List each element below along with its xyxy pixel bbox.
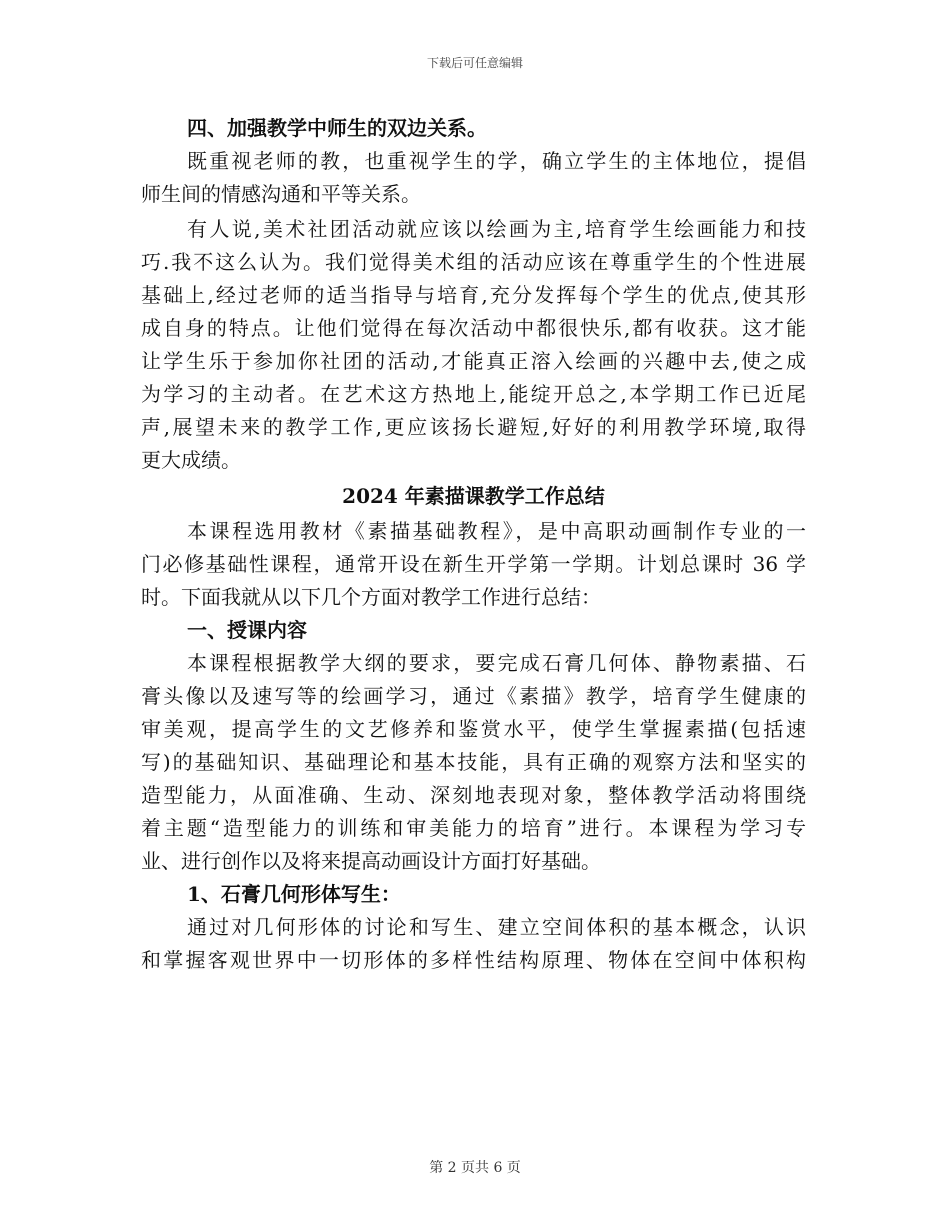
- paragraph-line: 声,展望未来的教学工作,更应该扬长避短,好好的利用教学环境,取得: [141, 415, 806, 439]
- page-header: 下载后可任意编辑: [426, 56, 523, 70]
- paragraph-line: 成自身的特点。让他们觉得在每次活动中都很快乐,都有收获。这才能: [141, 316, 806, 340]
- paragraph-line: 写)的基础知识、基础理论和基本技能，具有正确的观察方法和坚实的: [141, 750, 806, 774]
- paragraph-line: 本课程根据教学大纲的要求，要完成石膏几何体、静物素描、石: [187, 651, 806, 675]
- paragraph-line: 膏头像以及速写等的绘画学习，通过《素描》教学，培育学生健康的: [141, 684, 806, 708]
- paragraph-line: 和掌握客观世界中一切形体的多样性结构原理、物体在空间中体积构: [141, 948, 806, 972]
- paragraph-line: 造型能力，从面准确、生动、深刻地表现对象，整体教学活动将围绕: [141, 783, 806, 807]
- paragraph-line: 基础上,经过老师的适当指导与培育,充分发挥每个学生的优点,使其形: [141, 283, 806, 307]
- paragraph-line: 有人说,美术社团活动就应该以绘画为主,培育学生绘画能力和技: [187, 217, 806, 241]
- section-heading: 一、授课内容: [187, 618, 307, 642]
- page-footer: 第 2 页共 6 页: [429, 1160, 521, 1176]
- document-body: [141, 112, 806, 977]
- paragraph-line: 门必修基础性课程，通常开设在新生开学第一学期。计划总课时 36 学: [141, 552, 806, 576]
- section-heading: 四、加强教学中师生的双边关系。: [187, 116, 487, 140]
- document-title: 2024 年素描课教学工作总结: [342, 484, 605, 508]
- paragraph-line: 为学习的主动者。在艺术这方热地上,能绽开总之,本学期工作已近尾: [141, 382, 806, 406]
- paragraph-line: 时。下面我就从以下几个方面对教学工作进行总结：: [141, 585, 601, 609]
- paragraph-line: 既重视老师的教，也重视学生的学，确立学生的主体地位，提倡: [187, 149, 806, 173]
- paragraph-line: 师生间的情感沟通和平等关系。: [141, 182, 421, 206]
- subsection-heading: 1、石膏几何形体写生：: [187, 882, 401, 906]
- paragraph-line: 巧.我不这么认为。我们觉得美术组的活动应该在尊重学生的个性进展: [141, 250, 806, 274]
- paragraph-line: 审美观，提高学生的文艺修养和鉴赏水平，使学生掌握素描(包括速: [141, 717, 806, 741]
- paragraph-line: 本课程选用教材《素描基础教程》，是中高职动画制作专业的一: [187, 519, 806, 543]
- paragraph-line: 业、进行创作以及将来提高动画设计方面打好基础。: [141, 849, 601, 873]
- paragraph-line: 通过对几何形体的讨论和写生、建立空间体积的基本概念，认识: [187, 915, 806, 939]
- paragraph-line: 让学生乐于参加你社团的活动,才能真正溶入绘画的兴趣中去,使之成: [141, 349, 806, 373]
- paragraph-line: 更大成绩。: [141, 448, 241, 472]
- paragraph-line: 着主题“造型能力的训练和审美能力的培育”进行。本课程为学习专: [141, 816, 806, 840]
